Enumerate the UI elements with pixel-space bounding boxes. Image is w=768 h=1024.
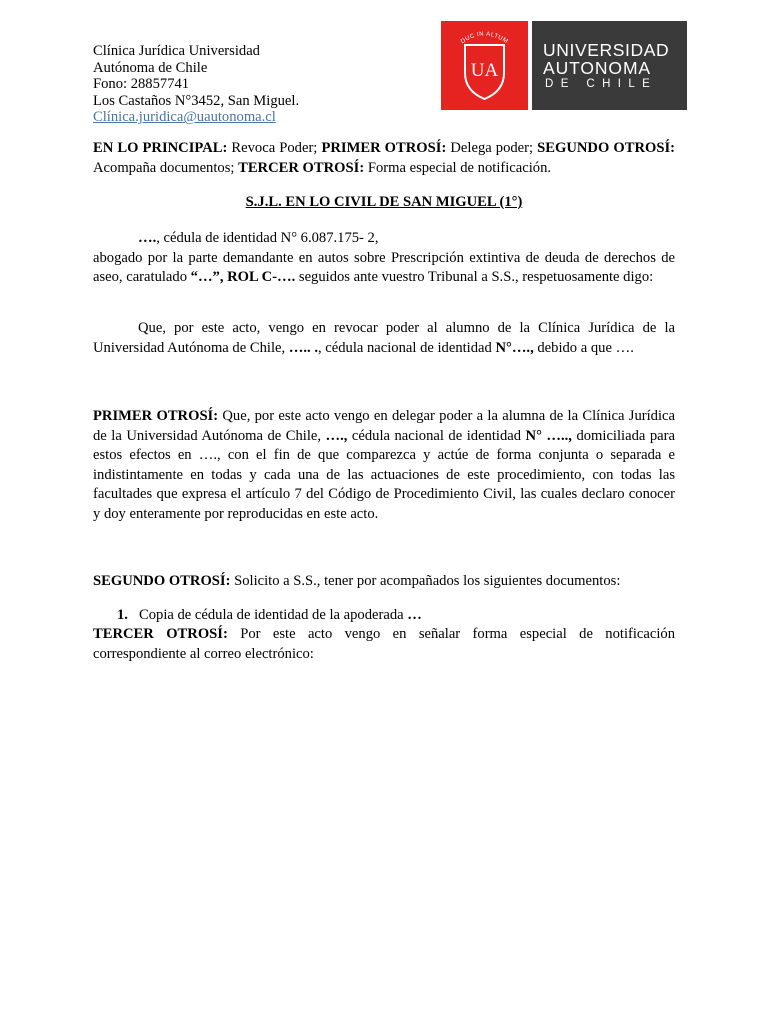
principal-text2: , cédula nacional de identidad: [317, 339, 496, 356]
tercer-otrosi-text: Por este acto vengo en señalar forma especial de notificación correspondiente al correo electrónico:: [93, 626, 676, 662]
segundo-otrosi-text: Solicito a S.S., tener por acompañados los siguientes documentos:: [230, 573, 621, 589]
primer-otrosi-text3: domiciliada para estos efectos en …., con el fin de que comparezca y actúe de forma conjunta o separada e indistintamente en todas y cada una de las actuaciones de este procedimiento, con todas las facultades que expresa el artículo 7 del Código de Procedimiento Civil, las cuales declaro conocer y doy enteramente por reproducidas en este acto.: [93, 427, 675, 522]
summary-primer-label: PRIMER OTROSÍ:: [321, 140, 447, 156]
shield-icon: [441, 21, 528, 110]
primer-otrosi-label: PRIMER OTROSÍ:: [93, 408, 219, 424]
wordmark-line1: UNIVERSIDAD: [543, 40, 670, 60]
wordmark-line3: DE CHILE: [545, 78, 658, 90]
summary-tercer-text: Forma especial de notificación.: [364, 159, 552, 176]
svg-text:DUC IN ALTUM: [460, 31, 509, 45]
principal-num: N°….,: [495, 339, 534, 356]
intro-paragraph: [93, 229, 675, 288]
list-item: [117, 606, 422, 626]
segundo-otrosi-paragraph: [93, 572, 675, 592]
primer-otrosi-text2: cédula nacional de identidad: [347, 427, 526, 444]
university-shield-logo: [441, 21, 528, 110]
summary-segundo-label: SEGUNDO OTROSÍ:: [537, 140, 676, 156]
intro-case-ref: “…”, ROL C-….: [190, 269, 296, 286]
clinic-name-line2: Autónoma de Chile: [93, 59, 208, 76]
principal-name: ….. .: [288, 339, 318, 356]
primer-otrosi-paragraph: [93, 407, 675, 525]
primer-otrosi-text1: Que, por este acto vengo en delegar poder a la alumna de la Clínica Jurídica de la Universidad Autónoma de Chile,: [93, 408, 675, 444]
principal-text3: debido a que ….: [533, 339, 634, 356]
logo-motto: DUC IN ALTUM: [460, 31, 509, 46]
intro-id: , cédula de identidad N° 6.087.175- 2,: [156, 230, 379, 246]
wordmark-line2: AUTONOMA: [543, 58, 651, 78]
principal-text1: Que, por este acto, vengo en revocar poder al alumno de la Clínica Jurídica de la Universidad Autónoma de Chile,: [93, 320, 675, 356]
summary-principal-label: EN LO PRINCIPAL:: [93, 140, 228, 156]
primer-otrosi-name: ….,: [325, 427, 348, 444]
intro-text1: abogado por la parte demandante en autos sobre Prescripción extintiva de deuda de derechos de aseo, caratulado: [93, 249, 675, 286]
summary-segundo-text: Acompaña documentos;: [93, 159, 239, 176]
list-item-ellipsis: …: [407, 607, 422, 623]
logo-shield-text: UA: [470, 60, 499, 81]
intro-name: ….: [138, 230, 157, 246]
intro-text2: seguidos ante vuestro Tribunal a S.S., respetuosamente digo:: [295, 269, 654, 286]
segundo-otrosi-label: SEGUNDO OTROSÍ:: [93, 573, 231, 589]
clinic-address: Los Castaños N°3452, San Miguel.: [93, 92, 300, 109]
summary-primer-text: Delega poder;: [446, 140, 538, 156]
primer-otrosi-num: N° …..,: [525, 427, 572, 444]
document-summary: [93, 139, 675, 178]
clinic-phone: Fono: 28857741: [93, 76, 190, 93]
court-heading: [93, 193, 675, 213]
tercer-otrosi-paragraph: [93, 625, 675, 664]
clinic-contact-block: [93, 43, 299, 126]
summary-principal-text: Revoca Poder;: [227, 140, 322, 156]
list-item-number: 1.: [117, 607, 128, 623]
clinic-email-link[interactable]: Clínica.juridica@uautonoma.cl: [93, 109, 276, 126]
summary-tercer-label: TERCER OTROSÍ:: [238, 159, 365, 176]
list-item-text: Copia de cédula de identidad de la apoderada: [139, 607, 408, 623]
tercer-otrosi-label: TERCER OTROSÍ:: [93, 626, 228, 642]
court-heading-text: S.J.L. EN LO CIVIL DE SAN MIGUEL (1°): [245, 194, 523, 210]
principal-paragraph: [93, 319, 675, 358]
university-wordmark-logo: [532, 21, 687, 110]
clinic-name-line1: Clínica Jurídica Universidad: [93, 43, 260, 59]
